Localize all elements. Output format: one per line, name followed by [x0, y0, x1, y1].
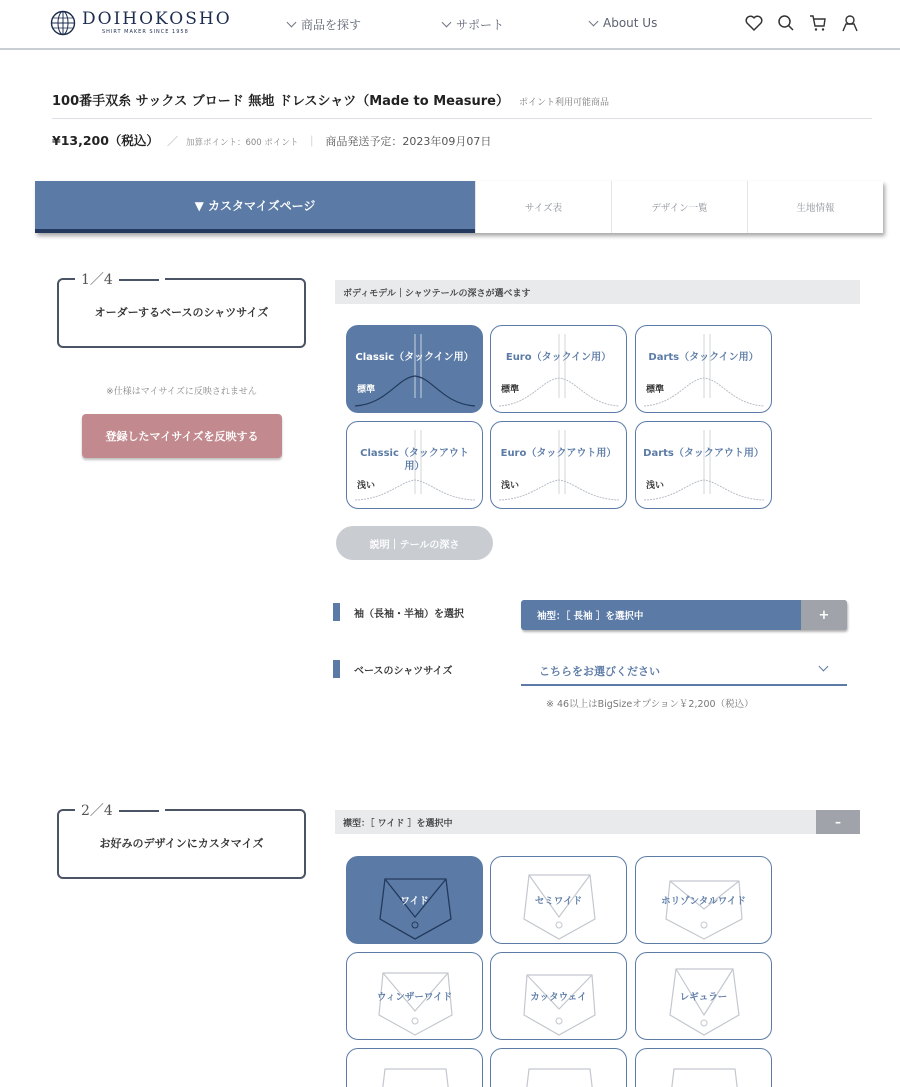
step-number: 2／4 — [75, 800, 165, 820]
apply-mysize-button[interactable]: 登録したマイサイズを反映する — [82, 414, 282, 458]
collar-label: セミワイド — [534, 896, 583, 907]
card-label: Classic（タックアウト用） — [360, 448, 469, 472]
collar-card[interactable] — [346, 1048, 483, 1087]
customize-tabbar — [35, 181, 883, 233]
card-label: Euro（タックイン用） — [505, 352, 612, 363]
nav-about-us[interactable] — [590, 16, 657, 30]
ship-date: 商品発送予定：2023年09月07日 — [325, 135, 492, 148]
sleeve-label: 袖（長袖・半袖）を選択 — [354, 608, 464, 620]
logo-subtext: SHIRT MAKER SINCE 1958 — [102, 29, 189, 35]
nav-support[interactable] — [443, 16, 504, 33]
accent-bar — [333, 660, 340, 678]
collar-icon — [347, 1049, 483, 1087]
collar-label: レギュラー — [679, 992, 728, 1003]
collar-type-value: 襟型：［ ワイド ］を選択中 — [343, 818, 453, 829]
body-model-card[interactable] — [490, 325, 627, 413]
body-model-card[interactable] — [635, 325, 772, 413]
card-label: Euro（タックアウト用） — [500, 448, 617, 459]
shirt-tail-icon — [491, 326, 627, 413]
collar-card[interactable] — [635, 952, 772, 1040]
price-row — [52, 131, 491, 149]
shirt-size-select[interactable] — [521, 658, 847, 686]
collar-card[interactable] — [490, 952, 627, 1040]
card-sub: 標準 — [501, 385, 520, 395]
collar-card[interactable] — [346, 952, 483, 1040]
tab-design-list[interactable]: デザイン一覧 — [611, 181, 747, 233]
collar-label: ホリゾンタルワイド — [661, 896, 746, 907]
user-icon[interactable] — [840, 12, 860, 34]
step-2-box — [57, 803, 306, 879]
site-header — [0, 0, 900, 50]
explain-tail-depth-button[interactable]: 説明｜テールの深さ — [336, 526, 493, 560]
body-model-card[interactable] — [346, 421, 483, 509]
product-price: ¥13,200（税込） — [52, 133, 159, 148]
divider — [52, 118, 872, 119]
globe-logo-icon — [50, 10, 76, 36]
collar-label: カッタウェイ — [530, 992, 587, 1003]
card-sub: 浅い — [357, 481, 376, 491]
sleeve-select-box[interactable] — [521, 600, 847, 630]
step-label: お好みのデザインにカスタマイズ — [99, 837, 264, 850]
card-sub: 標準 — [357, 385, 376, 395]
shirt-tail-icon — [491, 422, 627, 509]
chevron-down-icon — [819, 662, 829, 672]
tab-customize[interactable]: ▼ カスタマイズページ — [35, 181, 475, 233]
collar-card[interactable] — [490, 856, 627, 944]
bigsize-note: ※ 46以上はBigSizeオプション￥2,200（税込） — [546, 699, 754, 710]
mysize-note: ※仕様はマイサイズに反映されません — [106, 387, 257, 397]
shirt-tail-icon — [636, 326, 772, 413]
step-1-box — [57, 272, 306, 348]
collar-label: ウィンザーワイド — [376, 992, 453, 1003]
nav-label: サポート — [456, 18, 505, 32]
card-sub: 標準 — [646, 385, 665, 395]
tab-fabric-info[interactable]: 生地情報 — [747, 181, 883, 233]
collar-card[interactable] — [490, 1048, 627, 1087]
shirt-tail-icon — [347, 326, 483, 413]
collar-card[interactable] — [635, 1048, 772, 1087]
nav-find-products[interactable] — [288, 16, 361, 33]
logo-text: DOIHOKOSHO — [82, 9, 232, 29]
product-title: 100番手双糸 サックス ブロード 無地 ドレスシャツ（Made to Measure） — [52, 94, 509, 109]
heart-icon[interactable] — [744, 12, 764, 34]
card-sub: 浅い — [501, 481, 520, 491]
nav-label: About Us — [603, 16, 658, 30]
card-label: Classic（タックイン用） — [355, 352, 474, 363]
cart-icon[interactable] — [808, 12, 828, 34]
sleeve-value: 袖型：［ 長袖 ］を選択中 — [537, 611, 644, 622]
separator: ｜ — [306, 135, 318, 148]
chevron-down-icon — [589, 16, 599, 26]
nav-label: 商品を探す — [301, 18, 362, 32]
size-label: ベースのシャツサイズ — [354, 665, 453, 677]
body-model-card[interactable] — [346, 325, 483, 413]
expand-button[interactable]: + — [801, 600, 847, 630]
separator: ／ — [166, 135, 178, 148]
point-usable-note: ポイント利用可能商品 — [518, 98, 609, 108]
collar-card[interactable] — [346, 856, 483, 944]
accent-bar — [333, 603, 340, 621]
collar-label: ワイド — [400, 896, 429, 907]
card-sub: 浅い — [646, 481, 665, 491]
collar-type-header — [335, 810, 860, 834]
body-model-card[interactable] — [490, 421, 627, 509]
size-row-label — [333, 660, 453, 678]
step-number: 1／4 — [75, 269, 165, 289]
body-model-card[interactable] — [635, 421, 772, 509]
product-title-row — [52, 90, 609, 109]
logo[interactable] — [50, 10, 232, 36]
collapse-button[interactable]: – — [816, 810, 860, 834]
sleeve-row-label — [333, 603, 464, 621]
body-model-header: ボディモデル｜シャツテールの深さが選べます — [335, 280, 860, 304]
points-earned: 加算ポイント：600 ポイント — [185, 138, 299, 148]
size-select-value: こちらをお選びください — [539, 665, 660, 678]
chevron-down-icon — [442, 18, 452, 28]
collar-icon — [491, 1049, 627, 1087]
shirt-tail-icon — [636, 422, 772, 509]
step-label: オーダーするベースのシャツサイズ — [94, 306, 269, 319]
card-label: Darts（タックアウト用） — [643, 448, 764, 459]
tab-size-chart[interactable]: サイズ表 — [475, 181, 611, 233]
collar-card[interactable] — [635, 856, 772, 944]
collar-icon — [636, 1049, 772, 1087]
card-label: Darts（タックイン用） — [648, 352, 759, 363]
chevron-down-icon — [287, 18, 297, 28]
search-icon[interactable] — [776, 12, 796, 34]
